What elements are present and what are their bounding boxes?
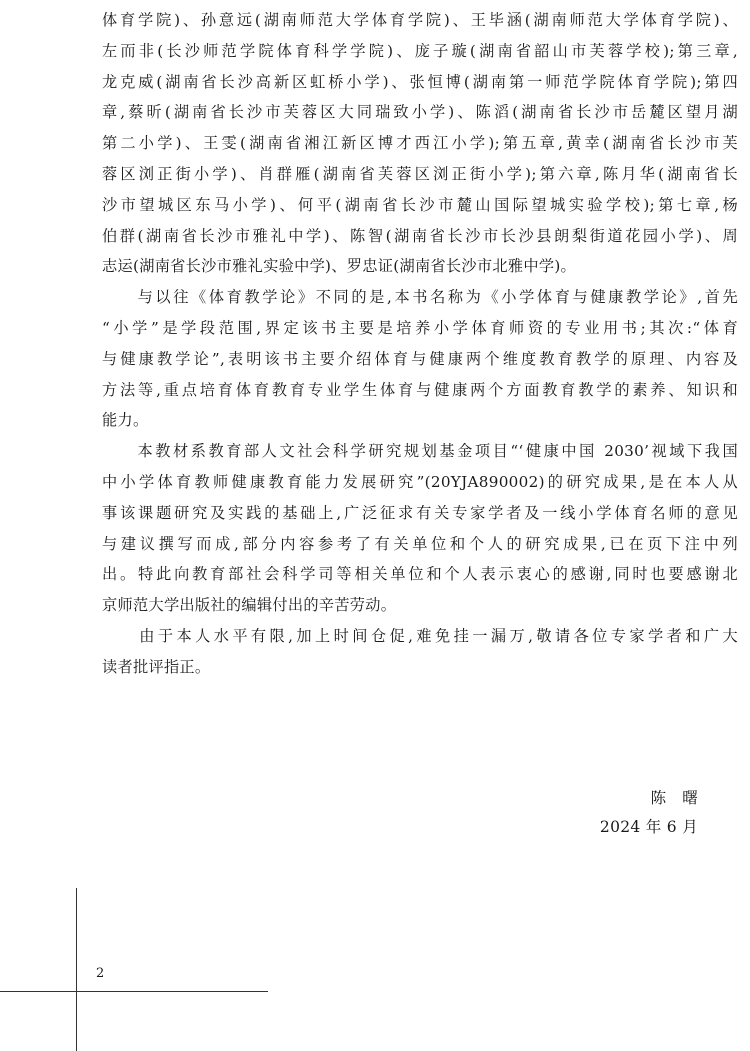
text-line: 事该课题研究及实践的基础上,广泛征求有关专家学者及一线小学体育名师的意见 (102, 503, 738, 522)
body-text (102, 5, 738, 683)
text-line: 志运(湖南省长沙市雅礼实验中学)、罗忠证(湖南省长沙市北雅中学)。 (102, 257, 577, 276)
crop-mark-vertical (76, 888, 77, 1051)
text-line: 龙克威(湖南省长沙高新区虹桥小学)、张恒博(湖南第一师范学院体育学院);第四 (102, 72, 738, 91)
text-line: 伯群(湖南省长沙市雅礼中学)、陈智(湖南省长沙市长沙县朗梨街道花园小学)、周 (102, 226, 738, 245)
text-line: 沙市望城区东马小学)、何平(湖南省长沙市麓山国际望城实验学校);第七章,杨 (102, 195, 738, 214)
text-line: 出。特此向教育部社会科学司等相关单位和个人表示衷心的感谢,同时也要感谢北 (102, 565, 738, 584)
text-line: 左而非(长沙师范学院体育科学学院)、庞子璇(湖南省韶山市芙蓉学校);第三章, (102, 41, 738, 60)
text-line: 本教材系教育部人文社会科学研究规划基金项目“‘健康中国 2030’视域下我国 (102, 442, 738, 461)
signature-name: 陈 曙 (650, 789, 698, 807)
text-line: 章,蔡昕(湖南省长沙市芙蓉区大同瑞致小学)、陈滔(湖南省长沙市岳麓区望月湖 (102, 103, 738, 122)
text-line: 蓉区浏正街小学)、肖群雁(湖南省芙蓉区浏正街小学);第六章,陈月华(湖南省长 (102, 164, 738, 183)
crop-mark-horizontal (0, 991, 268, 992)
text-line: 读者批评指正。 (102, 657, 211, 676)
text-line: 与建议撰写而成,部分内容参考了有关单位和个人的研究成果,已在页下注中列 (102, 534, 738, 553)
text-line: 京师范大学出版社的编辑付出的辛苦劳动。 (102, 596, 397, 615)
text-line: 体育学院)、孙意远(湖南师范大学体育学院)、王毕涵(湖南师范大学体育学院)、 (102, 11, 738, 29)
signature-date: 2024 年 6 月 (599, 818, 698, 836)
page-number: 2 (96, 966, 105, 981)
text-line: 与以往《体育教学论》不同的是,本书名称为《小学体育与健康教学论》,首先 (102, 288, 738, 307)
text-line: 方法等,重点培育体育教育专业学生体育与健康两个方面教育教学的素养、知识和 (102, 380, 738, 399)
text-line: “小学”是学段范围,界定该书主要是培养小学体育师资的专业用书;其次:“体育 (102, 318, 738, 337)
text-line: 与健康教学论”,表明该书主要介绍体育与健康两个维度教育教学的原理、内容及 (102, 349, 738, 368)
text-line: 中小学体育教师健康教育能力发展研究”(20YJA890002)的研究成果,是在本人从 (102, 472, 738, 491)
text-line: 第二小学)、王雯(湖南省湘江新区博才西江小学);第五章,黄幸(湖南省长沙市芙 (102, 134, 738, 153)
text-line: 能力。 (102, 411, 149, 430)
text-line: 由于本人水平有限,加上时间仓促,难免挂一漏万,敬请各位专家学者和广大 (102, 626, 738, 645)
